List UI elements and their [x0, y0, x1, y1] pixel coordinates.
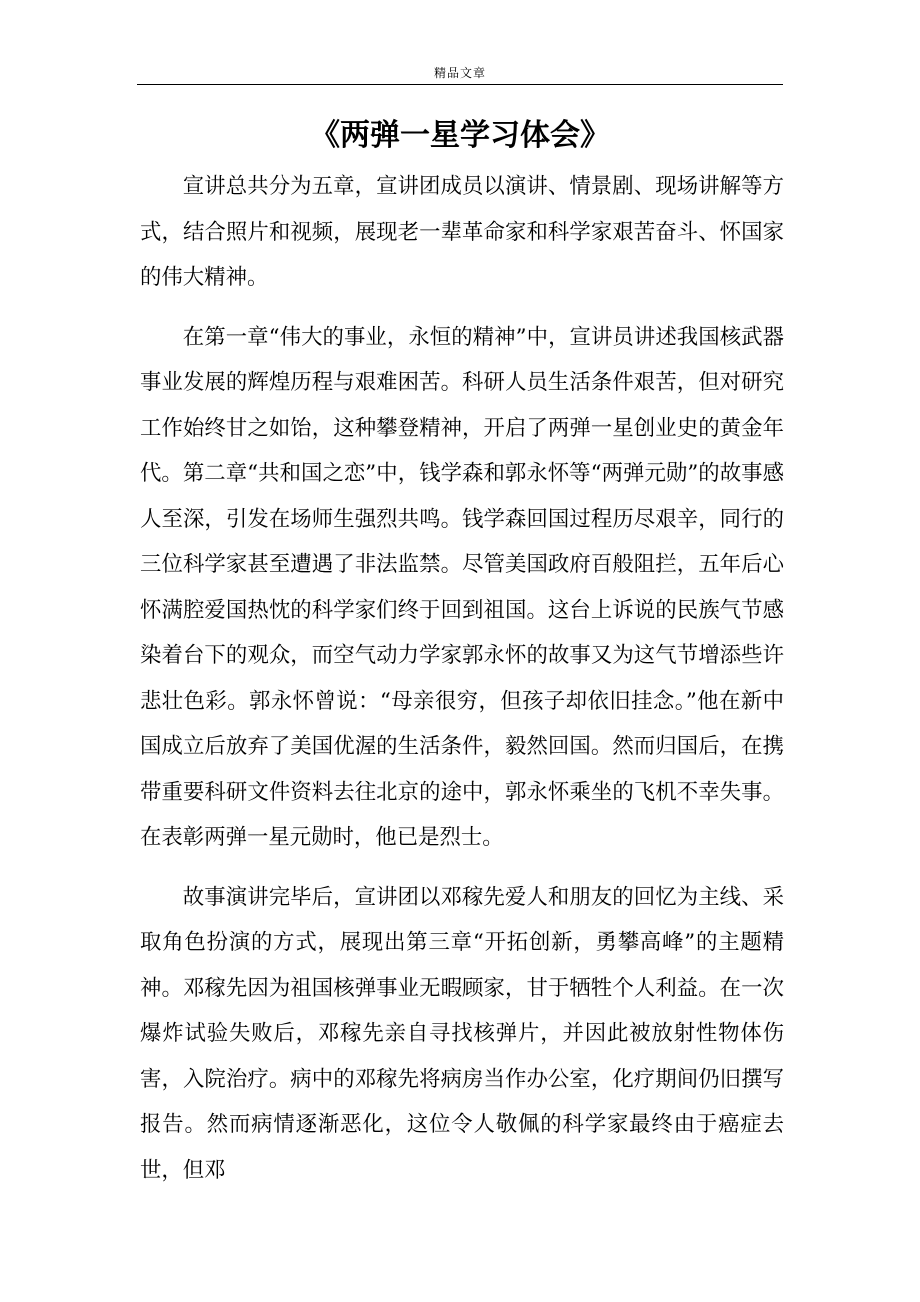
- header-divider: [137, 84, 783, 85]
- document-title: 《两弹一星学习体会》: [310, 118, 610, 153]
- paragraph-2: 在第一章“伟大的事业，永恒的精神”中，宣讲员讲述我国核武器事业发展的辉煌历程与艰难困苦。科研人员生活条件艰苦，但对研究工作始终甘之如饴，这种攀登精神，开启了两弹一星创业史的黄金年代。第二章“共和国之恋”中，钱学森和郭永怀等“两弹元勋”的故事感人至深，引发在场师生强烈共鸣。钱学森回国过程历尽艰辛，同行的三位科学家甚至遭遇了非法监禁。尽管美国政府百般阻拦，五年后心怀满腔爱国热忱的科学家们终于回到祖国。这台上诉说的民族气节感染着台下的观众，而空气动力学家郭永怀的故事又为这气节增添些许悲壮色彩。郭永怀曾说：“母亲很穷，但孩子却依旧挂念。”他在新中国成立后放弃了美国优渥的生活条件，毅然回国。然而归国后，在携带重要科研文件资料去往北京的途中，郭永怀乘坐的飞机不幸失事。在表彰两弹一星元勋时，他已是烈士。: [140, 324, 784, 850]
- paragraph-3: 故事演讲完毕后，宣讲团以邓稼先爱人和朋友的回忆为主线、采取角色扮演的方式，展现出第三章“开拓创新，勇攀高峰”的主题精神。邓稼先因为祖国核弹事业无暇顾家，甘于牺牲个人利益。在一次爆炸试验失败后，邓稼先亲自寻找核弹片，并因此被放射性物体伤害，入院治疗。病中的邓稼先将病房当作办公室，化疗期间仍旧撰写报告。然而病情逐渐恶化，这位令人敬佩的科学家最终由于癌症去世，但邓: [140, 884, 784, 1183]
- page-header-label: 精品文章: [433, 66, 486, 80]
- document-body: [140, 164, 784, 1207]
- paragraph-1: 宣讲总共分为五章，宣讲团成员以演讲、情景剧、现场讲解等方式，结合照片和视频，展现老一辈革命家和科学家艰苦奋斗、怀国家的伟大精神。: [140, 174, 784, 290]
